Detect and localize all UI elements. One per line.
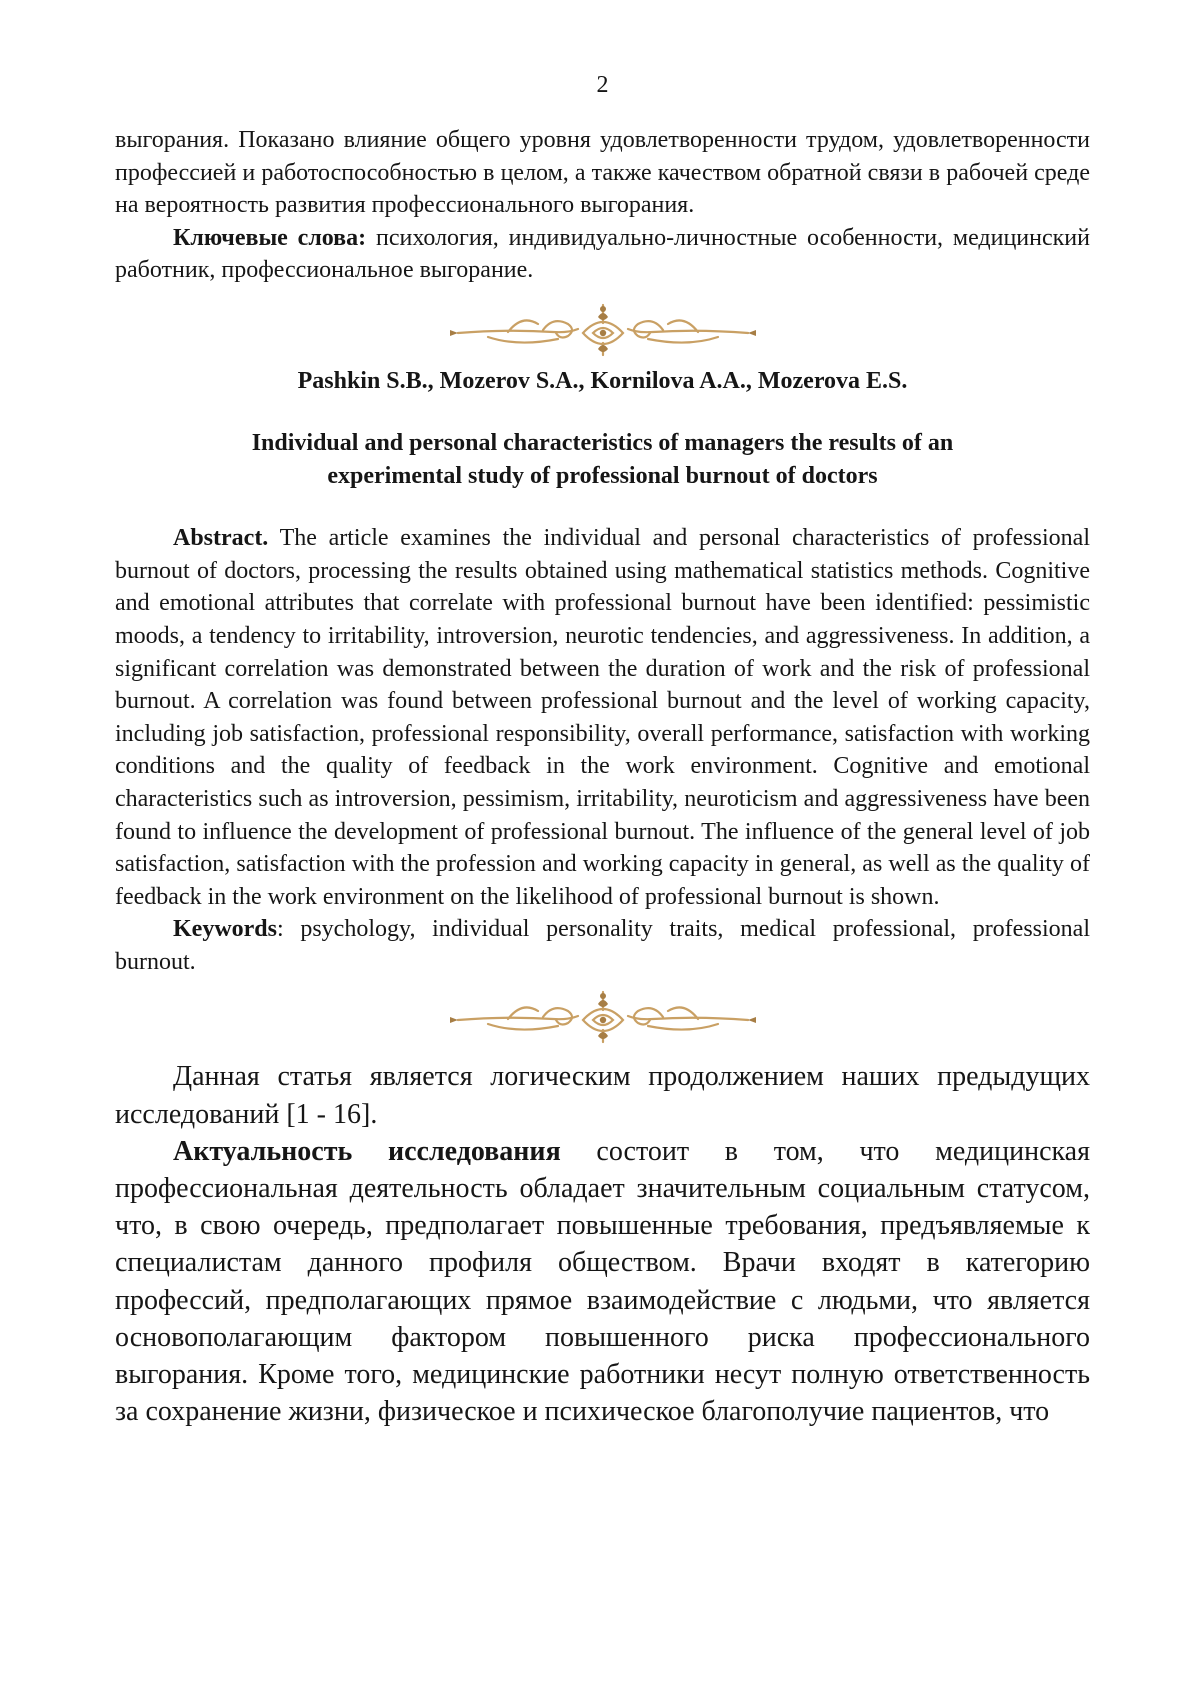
- english-keywords: [115, 913, 1090, 978]
- english-abstract-block: [115, 522, 1090, 978]
- keywords-label: Keywords: [173, 916, 277, 943]
- ornament-divider-2-icon: [448, 986, 758, 1046]
- document-page: [115, 70, 1090, 1431]
- abstract-text: The article examines the individual and personal characteristics of professional burnout of doctors, processing the results obtained using mathematical statistics methods. Cognitive and emotional attributes that correlate with professional burnout have been identified: pessimistic moods, a tendency to irritability, introversion, neurotic tendencies, and aggressiveness. In addition, a significant correlation was demonstrated between the duration of work and the risk of professional burnout. A correlation was found between professional burnout and the level of working capacity, including job satisfaction, professional responsibility, overall performance, satisfaction with working conditions and the quality of feedback in the work environment. Cognitive and emotional characteristics such as introversion, pessimism, irritability, neuroticism and aggressiveness have been found to influence the development of professional burnout. The influence of the general level of job satisfaction, satisfaction with the profession and working capacity in general, as well as the quality of feedback in the work environment on the likelihood of professional burnout is shown.: [115, 525, 1090, 910]
- ornament-divider-icon: [448, 299, 758, 359]
- title-line-2: experimental study of professional burnout of doctors: [327, 462, 878, 489]
- russian-keywords-text: психология, индивидуально-личностные особенности, медицинский работник, профессиональное выгорание.: [115, 224, 1090, 284]
- title-line-1: Individual and personal characteristics of managers the results of an: [251, 429, 954, 456]
- keywords-text: : psychology, individual personality traits, medical professional, professional burnout.: [115, 916, 1090, 975]
- english-authors: Pashkin S.B., Mozerov S.A., Kornilova A.A., Mozerova E.S.: [297, 367, 908, 394]
- russian-summary-tail: выгорания. Показано влияние общего уровня удовлетворенности трудом, удовлетворенности профессией и работоспособностью в целом, а также качеством обратной связи в рабочей среде на вероятность развития профессионального выгорания.: [115, 127, 1090, 219]
- intro-paragraph: Данная статья является логическим продолжением наших предыдущих исследований [1 - 16].: [115, 1061, 1090, 1130]
- english-abstract: [115, 522, 1090, 913]
- russian-keywords: [115, 222, 1090, 287]
- russian-keywords-label: Ключевые слова:: [173, 224, 367, 251]
- page-number: 2: [596, 72, 609, 98]
- relevance-text: состоит в том, что медицинская профессиональная деятельность обладает значительным социальным статусом, что, в свою очередь, предполагает повышенные требования, предъявляемые к специалистам данного профиля обществом. Врачи входят в категорию профессий, предполагающих прямое взаимодействие с людьми, что является основополагающим фактором повышенного риска профессионального выгорания. Кроме того, медицинские работники несут полную ответственность за сохранение жизни, физическое и психическое благополучие пациентов, что: [115, 1135, 1090, 1428]
- abstract-label: Abstract.: [173, 525, 269, 552]
- relevance-paragraph: [115, 1133, 1090, 1431]
- relevance-label: Актуальность исследования: [173, 1135, 561, 1167]
- english-article-title: [115, 427, 1090, 492]
